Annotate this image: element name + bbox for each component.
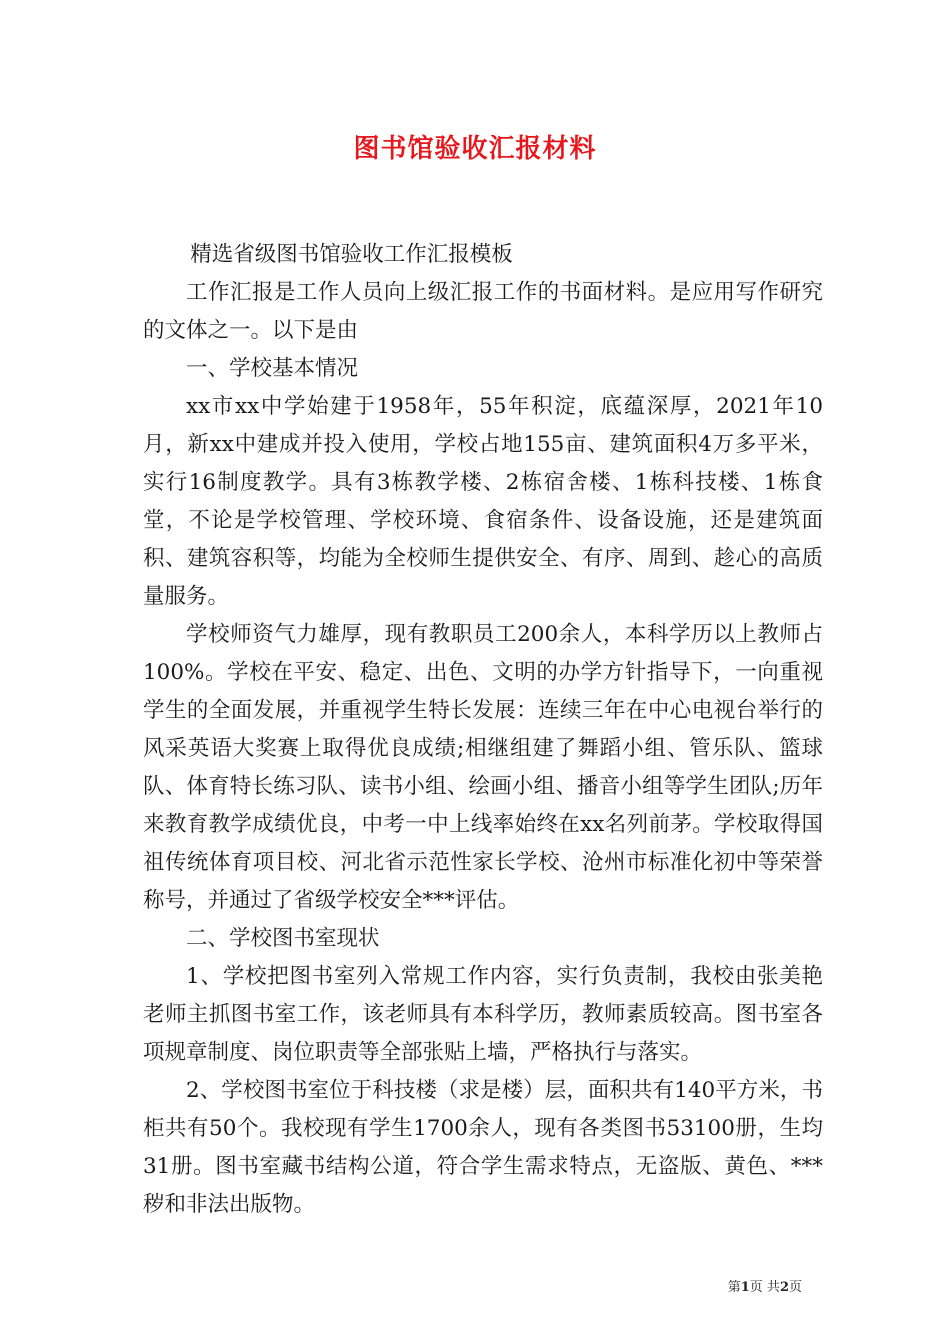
paragraph-library-item-1: 1、学校把图书室列入常规工作内容，实行负责制，我校由张美艳老师主抓图书室工作，该老师具有本科学历，教师素质较高。图书室各项规章制度、岗位职责等全部张贴上墙，严格执行与落实。 (143, 964, 823, 1065)
document-body (143, 236, 823, 1224)
document-title: 图书馆验收汇报材料 (353, 134, 597, 164)
section-heading-library-status: 二、学校图书室现状 (186, 926, 380, 951)
page-footer (728, 1276, 802, 1295)
footer-prefix: 第 (727, 1280, 741, 1295)
paragraph-subtitle: 精选省级图书馆验收工作汇报模板 (190, 242, 513, 267)
footer-middle: 页 共 (749, 1280, 780, 1295)
paragraph-faculty: 学校师资气力雄厚，现有教职员工200余人，本科学历以上教师占100%。学校在平安、稳定、出色、文明的办学方针指导下，一向重视学生的全面发展，并重视学生特长发展：连续三年在中心电视台举行的风采英语大奖赛上取得优良成绩;相继组建了舞蹈小组、管乐队、篮球队、体育特长练习队、读书小组、绘画小组、播音小组等学生团队;历年来教育教学成绩优良，中考一中上线率始终在xx名列前茅。学校取得国祖传统体育项目校、河北省示范性家长学校、沧州市标准化初中等荣誉称号，并通过了省级学校安全***评估。 (143, 622, 823, 913)
paragraph-school-overview: xx市xx中学始建于1958年，55年积淀，底蕴深厚，2021年10月，新xx中建成并投入使用，学校占地155亩、建筑面积4万多平米，实行16制度教学。具有3栋教学楼、2栋宿舍楼、1栋科技楼、1栋食堂，不论是学校管理、学校环境、食宿条件、设备设施，还是建筑面积、建筑容积等，均能为全校师生提供安全、有序、周到、趁心的高质量服务。 (143, 394, 823, 609)
footer-total-pages: 2 (779, 1280, 789, 1295)
paragraph-intro: 工作汇报是工作人员向上级汇报工作的书面材料。是应用写作研究的文体之一。以下是由 (143, 280, 823, 343)
footer-current-page: 1 (740, 1280, 750, 1295)
section-heading-basic-info: 一、学校基本情况 (186, 356, 359, 381)
footer-suffix: 页 (788, 1280, 802, 1295)
paragraph-library-item-2: 2、学校图书室位于科技楼（求是楼）层，面积共有140平方米，书柜共有50个。我校现有学生1700余人，现有各类图书53100册，生均31册。图书室藏书结构公道，符合学生需求特点，无盗版、黄色、***秽和非法出版物。 (143, 1078, 823, 1217)
